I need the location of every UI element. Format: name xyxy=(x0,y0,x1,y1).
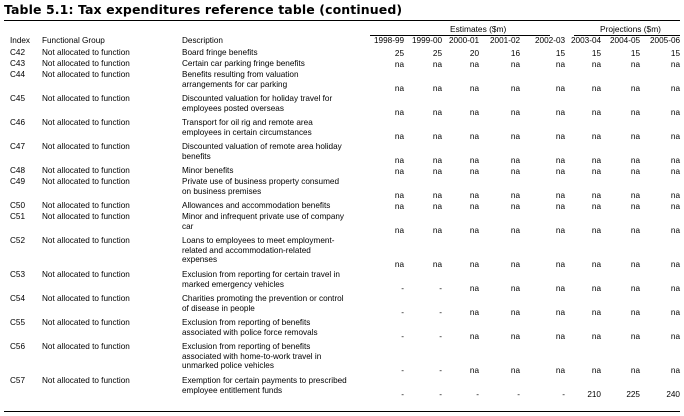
description-line: of disease in people xyxy=(182,303,255,313)
value-cell-1999-00: - xyxy=(439,308,442,318)
value-cell-2005-06: 15 xyxy=(670,49,680,59)
description-line: car xyxy=(182,221,194,231)
value-cell-2004-05: na xyxy=(630,366,640,376)
value-cell-2002-03: na xyxy=(555,226,565,236)
row-description xyxy=(182,376,362,395)
row-index: C55 xyxy=(10,318,26,327)
value-cell-2001-02: na xyxy=(510,84,520,94)
row-description xyxy=(182,142,362,161)
column-header-2004-05: 2004-05 xyxy=(610,36,641,45)
top-rule xyxy=(4,20,680,21)
table-row xyxy=(0,70,684,94)
row-functional-group: Not allocated to function xyxy=(42,142,130,151)
value-cell-2004-05: na xyxy=(630,167,640,177)
value-cell-2005-06: na xyxy=(670,156,680,166)
value-cell-2001-02: na xyxy=(510,156,520,166)
row-index: C52 xyxy=(10,236,26,245)
row-description xyxy=(182,59,362,69)
value-cell-2004-05: na xyxy=(630,156,640,166)
table-row xyxy=(0,177,684,201)
value-cell-1999-00: na xyxy=(432,108,442,118)
row-description xyxy=(182,177,362,196)
value-cell-1999-00: - xyxy=(439,284,442,294)
value-cell-1999-00: na xyxy=(432,202,442,212)
value-cell-2003-04: na xyxy=(591,284,601,294)
row-functional-group: Not allocated to function xyxy=(42,70,130,79)
value-cell-1998-99: na xyxy=(394,260,404,270)
value-cell-2000-01: na xyxy=(469,60,479,70)
value-cell-2004-05: 15 xyxy=(630,49,640,59)
value-cell-2003-04: na xyxy=(591,332,601,342)
value-cell-2003-04: na xyxy=(591,60,601,70)
row-functional-group: Not allocated to function xyxy=(42,212,130,221)
row-index: C54 xyxy=(10,294,26,303)
value-cell-2002-03: na xyxy=(555,308,565,318)
row-functional-group: Not allocated to function xyxy=(42,94,130,103)
description-line: Exemption for certain payments to prescribed xyxy=(182,376,347,385)
value-cell-1999-00: na xyxy=(432,132,442,142)
description-line: unmarked police vehicles xyxy=(182,361,274,371)
value-cell-2002-03: na xyxy=(555,60,565,70)
description-line: Benefits resulting from valuation xyxy=(182,70,299,79)
description-line: Private use of business property consumed xyxy=(182,177,340,186)
projections-group-header: Projections ($m) xyxy=(600,24,661,34)
value-cell-2005-06: na xyxy=(670,132,680,142)
table-row xyxy=(0,48,684,59)
column-header-index: Index xyxy=(10,36,31,45)
table-row xyxy=(0,201,684,212)
value-cell-1998-99: - xyxy=(401,284,404,294)
row-index: C44 xyxy=(10,70,26,79)
value-cell-2001-02: na xyxy=(510,226,520,236)
value-cell-1999-00: - xyxy=(439,390,442,400)
table-row xyxy=(0,118,684,142)
value-cell-2002-03: na xyxy=(555,108,565,118)
description-line: associated with police force removals xyxy=(182,327,318,337)
value-cell-1999-00: na xyxy=(432,60,442,70)
description-line: on business premises xyxy=(182,186,262,196)
value-cell-2005-06: na xyxy=(670,167,680,177)
description-line: Charities promoting the prevention or control xyxy=(182,294,344,303)
value-cell-2002-03: na xyxy=(555,167,565,177)
value-cell-2004-05: na xyxy=(630,308,640,318)
value-cell-2005-06: na xyxy=(670,332,680,342)
column-header-2001-02: 2001-02 xyxy=(490,36,521,45)
value-cell-2000-01: na xyxy=(469,191,479,201)
table-title: Table 5.1: Tax expenditures reference table (continued) xyxy=(4,2,403,17)
value-cell-1999-00: 25 xyxy=(432,49,442,59)
value-cell-2001-02: na xyxy=(510,202,520,212)
value-cell-2000-01: na xyxy=(469,284,479,294)
value-cell-2002-03: na xyxy=(555,132,565,142)
row-description xyxy=(182,94,362,113)
row-description xyxy=(182,166,362,176)
bottom-rule xyxy=(4,411,680,412)
row-functional-group: Not allocated to function xyxy=(42,342,130,351)
value-cell-2001-02: na xyxy=(510,366,520,376)
value-cell-2002-03: na xyxy=(555,191,565,201)
description-line: expenses xyxy=(182,255,218,265)
row-functional-group: Not allocated to function xyxy=(42,318,130,327)
value-cell-1999-00: na xyxy=(432,226,442,236)
description-line: Exclusion from reporting for certain travel in xyxy=(182,270,340,279)
value-cell-1998-99: na xyxy=(394,202,404,212)
table-body xyxy=(0,48,684,400)
value-cell-2005-06: na xyxy=(670,226,680,236)
description-line: Exclusion from reporting of benefits xyxy=(182,342,311,351)
description-line: benefits xyxy=(182,151,211,161)
value-cell-2000-01: na xyxy=(469,308,479,318)
table-row xyxy=(0,376,684,400)
value-cell-2000-01: na xyxy=(469,202,479,212)
row-functional-group: Not allocated to function xyxy=(42,166,130,175)
value-cell-2005-06: na xyxy=(670,202,680,212)
description-line: Minor and infrequent private use of company xyxy=(182,212,345,221)
value-cell-2003-04: na xyxy=(591,260,601,270)
table-row xyxy=(0,318,684,342)
description-line: Loans to employees to meet employment- xyxy=(182,236,335,245)
value-cell-1999-00: na xyxy=(432,191,442,201)
row-index: C57 xyxy=(10,376,26,385)
column-header-2000-01: 2000-01 xyxy=(449,36,480,45)
value-cell-1998-99: - xyxy=(401,390,404,400)
value-cell-2004-05: na xyxy=(630,260,640,270)
value-cell-2003-04: na xyxy=(591,366,601,376)
value-cell-1998-99: - xyxy=(401,308,404,318)
description-line: Transport for oil rig and remote area xyxy=(182,118,313,127)
value-cell-1999-00: - xyxy=(439,332,442,342)
value-cell-1998-99: na xyxy=(394,132,404,142)
row-description xyxy=(182,318,362,337)
column-header-2003-04: 2003-04 xyxy=(571,36,602,45)
value-cell-2002-03: na xyxy=(555,202,565,212)
description-line: employee entitlement funds xyxy=(182,385,283,395)
value-cell-2003-04: na xyxy=(591,226,601,236)
value-cell-2001-02: na xyxy=(510,332,520,342)
value-cell-2005-06: na xyxy=(670,60,680,70)
table-row xyxy=(0,94,684,118)
value-cell-2001-02: na xyxy=(510,108,520,118)
value-cell-2003-04: 210 xyxy=(587,390,601,400)
description-line: arrangements for car parking xyxy=(182,79,288,89)
row-index: C46 xyxy=(10,118,26,127)
description-line: Minor benefits xyxy=(182,166,234,175)
row-index: C47 xyxy=(10,142,26,151)
description-line: related and accommodation-related xyxy=(182,245,311,255)
value-cell-2003-04: na xyxy=(591,167,601,177)
value-cell-2001-02: na xyxy=(510,167,520,177)
value-cell-2004-05: 225 xyxy=(626,390,640,400)
value-cell-2003-04: 15 xyxy=(591,49,601,59)
value-cell-2002-03: na xyxy=(555,366,565,376)
row-index: C43 xyxy=(10,59,26,68)
value-cell-2001-02: 16 xyxy=(510,49,520,59)
description-line: marked emergency vehicles xyxy=(182,279,284,289)
value-cell-2003-04: na xyxy=(591,108,601,118)
value-cell-2003-04: na xyxy=(591,308,601,318)
value-cell-1998-99: - xyxy=(401,332,404,342)
description-line: employees in certain circumstances xyxy=(182,127,312,137)
value-cell-1998-99: na xyxy=(394,108,404,118)
row-functional-group: Not allocated to function xyxy=(42,294,130,303)
value-cell-2000-01: - xyxy=(476,390,479,400)
value-cell-2001-02: na xyxy=(510,132,520,142)
row-index: C48 xyxy=(10,166,26,175)
row-functional-group: Not allocated to function xyxy=(42,270,130,279)
value-cell-2005-06: na xyxy=(670,284,680,294)
row-description xyxy=(182,201,362,211)
value-cell-2002-03: na xyxy=(555,284,565,294)
value-cell-2004-05: na xyxy=(630,226,640,236)
table-row xyxy=(0,166,684,177)
value-cell-2000-01: na xyxy=(469,332,479,342)
row-functional-group: Not allocated to function xyxy=(42,177,130,186)
value-cell-2004-05: na xyxy=(630,60,640,70)
value-cell-1999-00: na xyxy=(432,156,442,166)
value-cell-2003-04: na xyxy=(591,191,601,201)
value-cell-2001-02: na xyxy=(510,308,520,318)
column-header-1999-00: 1999-00 xyxy=(412,36,443,45)
row-description xyxy=(182,294,362,313)
table-row xyxy=(0,270,684,294)
value-cell-2001-02: na xyxy=(510,260,520,270)
row-index: C50 xyxy=(10,201,26,210)
value-cell-2003-04: na xyxy=(591,132,601,142)
description-line: Certain car parking fringe benefits xyxy=(182,59,305,68)
row-functional-group: Not allocated to function xyxy=(42,236,130,245)
row-functional-group: Not allocated to function xyxy=(42,59,130,68)
column-header-functional-group: Functional Group xyxy=(42,36,105,45)
value-cell-2005-06: na xyxy=(670,191,680,201)
value-cell-2000-01: na xyxy=(469,260,479,270)
value-cell-2004-05: na xyxy=(630,108,640,118)
value-cell-2005-06: na xyxy=(670,366,680,376)
value-cell-1998-99: na xyxy=(394,84,404,94)
value-cell-2004-05: na xyxy=(630,191,640,201)
row-index: C56 xyxy=(10,342,26,351)
value-cell-1998-99: na xyxy=(394,226,404,236)
value-cell-2003-04: na xyxy=(591,202,601,212)
value-cell-2001-02: - xyxy=(517,390,520,400)
value-cell-1998-99: na xyxy=(394,191,404,201)
row-functional-group: Not allocated to function xyxy=(42,376,130,385)
value-cell-2000-01: na xyxy=(469,167,479,177)
column-header-2005-06: 2005-06 xyxy=(650,36,681,45)
description-line: Exclusion from reporting of benefits xyxy=(182,318,311,327)
description-line: associated with home-to-work travel in xyxy=(182,351,322,361)
row-index: C42 xyxy=(10,48,26,57)
value-cell-2000-01: na xyxy=(469,366,479,376)
value-cell-2004-05: na xyxy=(630,202,640,212)
row-description xyxy=(182,270,362,289)
value-cell-2004-05: na xyxy=(630,132,640,142)
description-line: Discounted valuation of remote area holiday xyxy=(182,142,342,151)
value-cell-2002-03: - xyxy=(562,390,565,400)
value-cell-2000-01: na xyxy=(469,156,479,166)
value-cell-1999-00: na xyxy=(432,260,442,270)
table-row xyxy=(0,212,684,236)
row-functional-group: Not allocated to function xyxy=(42,201,130,210)
description-line: Allowances and accommodation benefits xyxy=(182,201,331,210)
description-line: Board fringe benefits xyxy=(182,48,258,57)
value-cell-2000-01: na xyxy=(469,226,479,236)
row-description xyxy=(182,236,362,265)
value-cell-2003-04: na xyxy=(591,156,601,166)
value-cell-1999-00: - xyxy=(439,366,442,376)
row-description xyxy=(182,70,362,89)
description-line: Discounted valuation for holiday travel for xyxy=(182,94,333,103)
value-cell-2002-03: na xyxy=(555,156,565,166)
value-cell-2005-06: na xyxy=(670,108,680,118)
value-cell-2000-01: na xyxy=(469,132,479,142)
value-cell-1998-99: na xyxy=(394,156,404,166)
value-cell-2004-05: na xyxy=(630,84,640,94)
row-index: C45 xyxy=(10,94,26,103)
table-row xyxy=(0,59,684,70)
value-cell-2005-06: na xyxy=(670,308,680,318)
value-cell-2003-04: na xyxy=(591,84,601,94)
row-functional-group: Not allocated to function xyxy=(42,48,130,57)
column-header-description: Description xyxy=(182,36,223,45)
value-cell-2002-03: na xyxy=(555,84,565,94)
value-cell-2000-01: 20 xyxy=(469,49,479,59)
value-cell-2001-02: na xyxy=(510,284,520,294)
row-index: C51 xyxy=(10,212,26,221)
value-cell-2005-06: na xyxy=(670,260,680,270)
row-functional-group: Not allocated to function xyxy=(42,118,130,127)
value-cell-1999-00: na xyxy=(432,84,442,94)
column-header-1998-99: 1998-99 xyxy=(374,36,405,45)
value-cell-2002-03: na xyxy=(555,260,565,270)
estimates-group-header: Estimates ($m) xyxy=(450,24,507,34)
table-row xyxy=(0,294,684,318)
row-description xyxy=(182,118,362,137)
value-cell-2001-02: na xyxy=(510,60,520,70)
value-cell-2005-06: 240 xyxy=(666,390,680,400)
row-index: C53 xyxy=(10,270,26,279)
row-index: C49 xyxy=(10,177,26,186)
row-description xyxy=(182,48,362,58)
row-description xyxy=(182,342,362,371)
value-cell-1998-99: - xyxy=(401,366,404,376)
value-cell-2000-01: na xyxy=(469,108,479,118)
table-row xyxy=(0,342,684,376)
table-row xyxy=(0,236,684,270)
column-header-2002-03: 2002-03 xyxy=(535,36,566,45)
row-description xyxy=(182,212,362,231)
value-cell-1998-99: 25 xyxy=(394,49,404,59)
value-cell-2002-03: 15 xyxy=(555,49,565,59)
value-cell-2005-06: na xyxy=(670,84,680,94)
value-cell-2004-05: na xyxy=(630,332,640,342)
value-cell-2000-01: na xyxy=(469,84,479,94)
value-cell-2002-03: na xyxy=(555,332,565,342)
value-cell-1998-99: na xyxy=(394,167,404,177)
table-row xyxy=(0,142,684,166)
description-line: employees posted overseas xyxy=(182,103,284,113)
value-cell-2001-02: na xyxy=(510,191,520,201)
value-cell-1998-99: na xyxy=(394,60,404,70)
value-cell-2004-05: na xyxy=(630,284,640,294)
value-cell-1999-00: na xyxy=(432,167,442,177)
